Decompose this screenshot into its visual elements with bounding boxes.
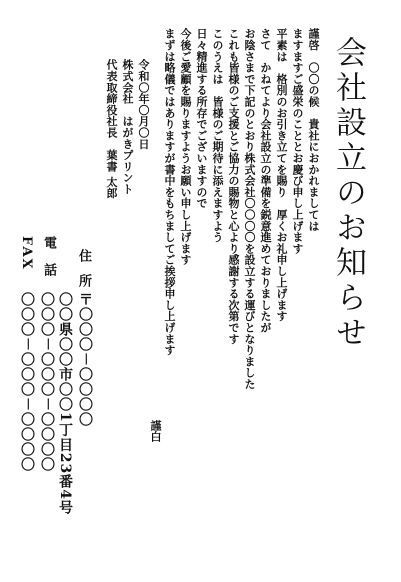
fax-label: FAX [19,236,34,271]
page-title: 会社設立のお知らせ [330,36,366,351]
phone-number: 〇〇〇－〇〇〇－〇〇〇〇 [39,292,55,472]
body-line-1: 謹啓 〇〇の候 貴社におかれましては [307,28,320,232]
sender-representative: 代表取締役社長 葉書 太郎 [105,59,118,199]
street-address: 〇〇県〇〇市〇〇1丁目23番4号 [57,292,73,515]
sender-company: 株式会社 はがきプリント [121,59,134,195]
address-label: 住所 [76,249,91,299]
body-line-10: まずは略儀ではありますが書中をもちましてご挨拶申し上げます [163,28,176,356]
body-line-3: 平素は 格別のお引き立てを賜り 厚くお礼申し上げます [275,28,288,322]
body-line-7: このうえは 皆様のご期待に添えますよう [211,28,224,243]
fax-number: 〇〇〇－〇〇〇－〇〇〇〇 [19,292,35,472]
closing-word: 謹白 [149,420,162,442]
body-line-9: 今後ご愛顧を賜りますようお願い申し上げます [179,28,192,266]
postal-code: 〒〇〇〇－〇〇〇〇 [77,292,93,427]
phone-label: 電話 [41,236,56,290]
body-line-4: さて かねてより会社設立の準備を鋭意進めておりましたが [259,28,272,334]
sender-date: 令和〇年〇月〇日 [137,59,150,150]
body-line-5: お陰さまで下記のとおり株式会社〇〇〇〇を設立する運びとなりました [243,28,256,390]
body-line-6: これも皆様のご支援とご協力の賜物と心より感謝する次第です [227,28,240,345]
body-line-2: ますますご盛栄のこととお慶び申し上げます [291,28,304,254]
body-line-8: 日々精進する所存でございますので [195,28,208,209]
